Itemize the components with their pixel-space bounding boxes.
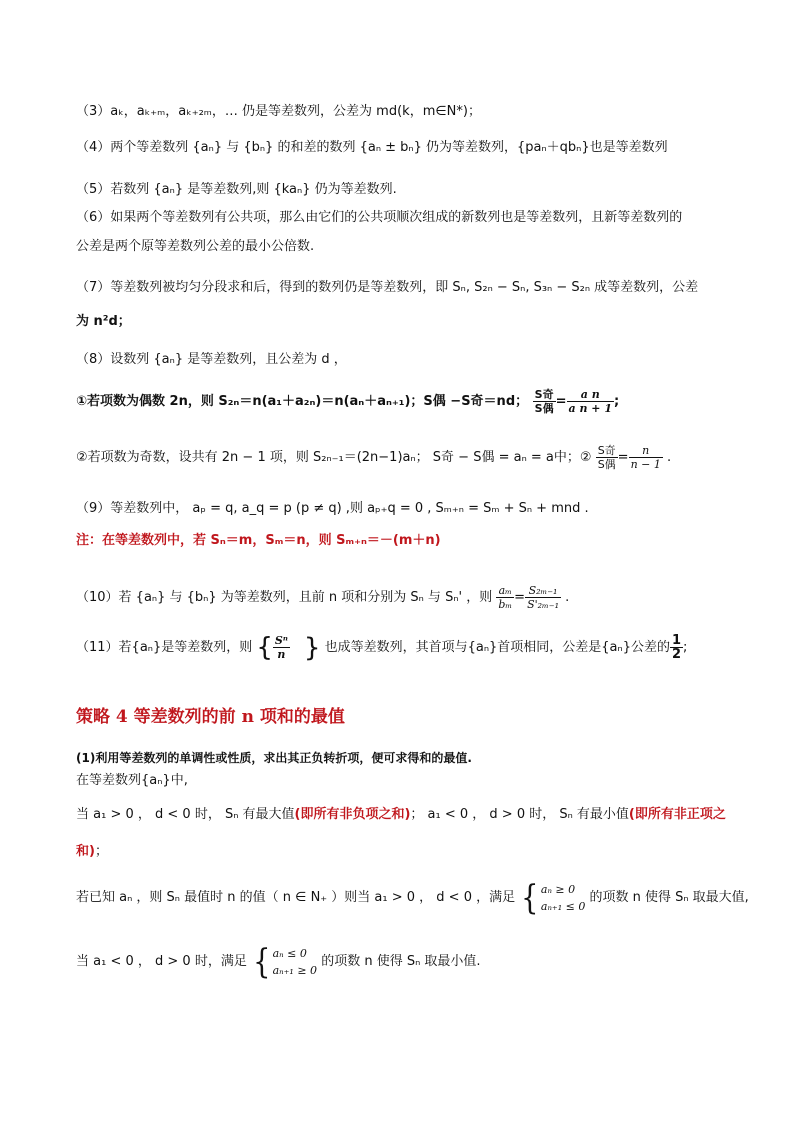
ratio-an: $\frac{\text{a n}}{\text{a n + 1}}$ (568, 388, 612, 415)
ratio-s: $\frac{\text{S₂ₘ₋₁}}{\text{S'₂ₘ₋₁}}$ (527, 584, 559, 611)
ratio-sn-n: $\frac{\text{Sⁿ}}{n}$ (274, 634, 288, 661)
s3-a: 当 a₁ > 0 ， d < 0 时， Sₙ 有最大值 (76, 807, 295, 822)
section-title: 策略 4 等差数列的前 n 项和的最值 (76, 707, 345, 727)
system-max: { aₙ ≥ 0 aₙ₊₁ ≤ 0 (521, 877, 586, 918)
item-7-line-1: （7）等差数列被均匀分段求和后，得到的数列仍是等差数列，即 Sₙ, S₂ₙ − Sₙ, S₃ₙ − S₂ₙ 成等差数列，公差 (76, 280, 699, 295)
strategy-4 (76, 843, 108, 861)
strategy-6 (76, 942, 481, 982)
item-10-text: （10）若 {aₙ} 与 {bₙ} 为等差数列，且前 n 项和分别为 Sₙ 与 Sₙ' ，则 (76, 590, 493, 605)
s3-red: (即所有非负项之和) (294, 807, 411, 822)
system-min: { aₙ ≤ 0 aₙ₊₁ ≥ 0 (253, 941, 318, 982)
item-10: （10）若 {aₙ} 与 {bₙ} 为等差数列，且前 n 项和分别为 Sₙ 与 Sₙ' ，则 $\frac{\text{aₘ}}{\text{bₘ}}$ = $\frac{\text{S₂ₘ₋₁}}{\text{S'₂ₘ₋₁}}$ . (76, 584, 570, 611)
ratio-n: $\frac{n}{n - 1}$ (630, 444, 661, 471)
item-11-text-a: （11）若{aₙ}是等差数列，则 (76, 640, 253, 655)
ratio-am-bm: $\frac{\text{aₘ}}{\text{bₘ}}$ (498, 584, 513, 611)
case-odd-text: ②若项数为奇数，设共有 2n − 1 项，则 S₂ₙ₋₁＝(2n−1)aₙ； S奇 − S偶 = aₙ = a中；② (76, 450, 592, 465)
item-11-text-b: 也成等差数列，其首项与{aₙ}首项相同，公差是{aₙ}公差的 (324, 640, 670, 655)
s3-red2: (即所有非正项之 (628, 807, 726, 822)
item-6-line-1: （6）如果两个等差数列有公共项，那么由它们的公共项顺次组成的新数列也是等差数列，且新等差数列的 (76, 210, 683, 225)
strategy-2: 在等差数列{aₙ}中, (76, 773, 188, 788)
item-4: （4）两个等差数列 {aₙ} 与 {bₙ} 的和差的数列 {aₙ ± bₙ} 仍为等差数列，{paₙ＋qbₙ}也是等差数列 (76, 140, 668, 155)
item-3: （3）aₖ，aₖ₊ₘ，aₖ₊₂ₘ，… 仍是等差数列，公差为 md(k，m∈N*)； (76, 104, 481, 119)
s4-b: ； (94, 844, 108, 859)
item-11: （11）若{aₙ}是等差数列，则 { $\frac{\text{Sⁿ}}{n}$ } 也成等差数列，其首项与{aₙ}首项相同，公差是{aₙ}公差的 $\frac{1}{2}$ ; (76, 632, 688, 663)
item-8: （8）设数列 {aₙ} 是等差数列，且公差为 d ， (76, 352, 347, 367)
s5-b: 的项数 n 使得 Sₙ 取最大值, (589, 890, 749, 905)
s5-a: 若已知 aₙ ，则 Sₙ 最值时 n 的值（ n ∈ N₊ ）则当 a₁ > 0 ， d < 0 ，满足 (76, 890, 516, 905)
ratio-odd-even-2: $\frac{\text{S奇}}{\text{S偶}}$ (597, 444, 616, 471)
s6-b: 的项数 n 使得 Sₙ 取最小值. (321, 954, 481, 969)
strategy-3 (76, 806, 726, 824)
note: 注：在等差数列中，若 Sₙ＝m，Sₘ＝n，则 Sₘ₊ₙ＝－(m＋n) (76, 533, 441, 548)
item-8-case-even: ①若项数为偶数 2n，则 S₂ₙ＝n(a₁＋a₂ₙ)＝n(aₙ＋aₙ₊₁)；S偶 −S奇＝nd； $\frac{\text{S奇}}{\text{S偶}}$ = $\frac{\text{a n}}{\text{a n + 1}}$ ; (76, 388, 620, 415)
item-7-line-2: 为 n²d； (76, 314, 131, 329)
item-6-line-2: 公差是两个原等差数列公差的最小公倍数. (76, 239, 315, 254)
s4-red: 和) (76, 844, 95, 859)
s6-a: 当 a₁ < 0 ， d > 0 时，满足 (76, 954, 247, 969)
one-half: $\frac{1}{2}$ (671, 633, 682, 662)
item-5: （5）若数列 {aₙ} 是等差数列,则 {kaₙ} 仍为等差数列. (76, 182, 397, 197)
strategy-5 (76, 878, 749, 918)
item-8-case-odd: ②若项数为奇数，设共有 2n − 1 项，则 S₂ₙ₋₁＝(2n−1)aₙ； S奇 − S偶 = aₙ = a中；② $\frac{\text{S奇}}{\text{S偶}}$ = $\frac{n}{n - 1}$ . (76, 444, 672, 471)
ratio-odd-even: $\frac{\text{S奇}}{\text{S偶}}$ (534, 388, 554, 415)
strategy-1: (1)利用等差数列的单调性或性质，求出其正负转折项，便可求得和的最值. (76, 751, 472, 765)
case-even-text: ①若项数为偶数 2n，则 S₂ₙ＝n(a₁＋a₂ₙ)＝n(aₙ＋aₙ₊₁)；S偶 −S奇＝nd； (76, 394, 529, 409)
item-9: （9）等差数列中， aₚ = q, a_q = p (p ≠ q) ,则 aₚ₊q = 0 , Sₘ₊ₙ = Sₘ + Sₙ + mnd . (76, 501, 589, 516)
s3-b: ； a₁ < 0 ， d > 0 时， Sₙ 有最小值 (410, 807, 629, 822)
